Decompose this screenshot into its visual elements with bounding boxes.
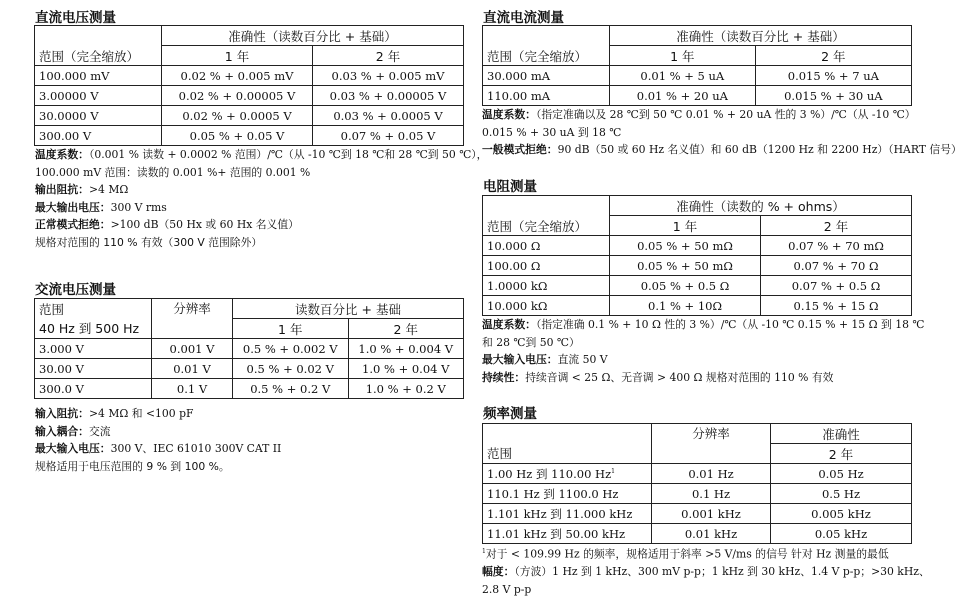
text: 持续音调 < 25 Ω、无音调 > 400 Ω 规格对范围的 110 % 有效 bbox=[525, 370, 834, 384]
value-cell: 0.05 % + 50 mΩ bbox=[610, 236, 761, 256]
label: 最大输入电压： bbox=[35, 442, 111, 455]
value-cell: 1.0 % + 0.004 V bbox=[348, 339, 464, 359]
text: 规格适用于电压范围的 9 % 到 100 %。 bbox=[35, 459, 230, 473]
dci-hdr-acc: 准确性（读数百分比 + 基础） bbox=[610, 26, 912, 46]
footnote-mark: 1 bbox=[482, 548, 486, 555]
dcv-hdr-acc: 准确性（读数百分比 + 基础） bbox=[162, 26, 464, 46]
freq-notes bbox=[482, 543, 930, 598]
text: 300 V rms bbox=[110, 200, 167, 214]
value-cell: 0.07 % + 0.05 V bbox=[313, 126, 464, 146]
value-cell: 0.02 % + 0.005 mV bbox=[162, 66, 313, 86]
range-cell: 300.00 V bbox=[35, 126, 162, 146]
value-cell: 0.5 % + 0.02 V bbox=[233, 359, 349, 379]
freq-hdr-res: 分辨率 bbox=[652, 424, 771, 464]
table-row bbox=[483, 276, 912, 296]
res-hdr-range: 范围（完全缩放） bbox=[483, 196, 610, 236]
label: 温度系数： bbox=[482, 108, 536, 121]
freq-hdr-y2: 2 年 bbox=[771, 444, 912, 464]
value-cell: 0.05 % + 0.05 V bbox=[162, 126, 313, 146]
value-cell: 1.0 % + 0.04 V bbox=[348, 359, 464, 379]
range-cell: 11.01 kHz 到 50.00 kHz bbox=[483, 524, 652, 544]
value-cell: 0.15 % + 15 Ω bbox=[761, 296, 912, 316]
value-cell: 0.07 % + 70 mΩ bbox=[761, 236, 912, 256]
value-cell: 0.01 V bbox=[152, 359, 233, 379]
value-cell: 0.1 Hz bbox=[652, 484, 771, 504]
range-cell bbox=[483, 464, 652, 484]
table-row bbox=[35, 126, 464, 146]
acv-table bbox=[34, 298, 464, 399]
range-cell: 30.00 V bbox=[35, 359, 152, 379]
range-cell: 3.00000 V bbox=[35, 86, 162, 106]
table-row bbox=[35, 339, 464, 359]
acv-hdr-range2: 40 Hz 到 500 Hz bbox=[35, 319, 152, 339]
text: （方波）1 Hz 到 1 kHz、300 mV p-p；1 kHz 到 30 kHz、1.4 V p-p；>30 kHz、 bbox=[514, 565, 930, 579]
value-cell: 0.05 % + 0.5 Ω bbox=[610, 276, 761, 296]
range-cell: 3.000 V bbox=[35, 339, 152, 359]
value-cell: 0.03 % + 0.0005 V bbox=[313, 106, 464, 126]
range-cell: 10.000 Ω bbox=[483, 236, 610, 256]
range-cell: 1.0000 kΩ bbox=[483, 276, 610, 296]
value-cell: 0.001 kHz bbox=[652, 504, 771, 524]
dcv-hdr-range: 范围（完全缩放） bbox=[35, 26, 162, 66]
value-cell: 0.01 % + 5 uA bbox=[610, 66, 756, 86]
value-cell: 0.01 Hz bbox=[652, 464, 771, 484]
table-row bbox=[483, 66, 912, 86]
table-row bbox=[483, 296, 912, 316]
value-cell: 0.07 % + 70 Ω bbox=[761, 256, 912, 276]
text: 0.015 % + 30 uA 到 18 ℃ bbox=[482, 125, 622, 139]
value-cell: 0.05 % + 50 mΩ bbox=[610, 256, 761, 276]
table-row bbox=[483, 504, 912, 524]
freq-title: 频率测量 bbox=[483, 406, 537, 422]
value-cell: 0.1 % + 10Ω bbox=[610, 296, 761, 316]
range-cell: 30.000 mA bbox=[483, 66, 610, 86]
value-cell: 0.01 kHz bbox=[652, 524, 771, 544]
value-cell: 0.005 kHz bbox=[771, 504, 912, 524]
text: （指定准确 0.1 % + 10 Ω 性的 3 %）/℃（从 -10 ℃ 0.15 % + 15 Ω 到 18 ℃ bbox=[535, 318, 925, 331]
table-row bbox=[483, 464, 912, 484]
acv-hdr-range: 范围 bbox=[35, 299, 152, 319]
label: 温度系数： bbox=[35, 148, 89, 161]
res-hdr-y1: 1 年 bbox=[610, 216, 761, 236]
label: 正常模式拒绝： bbox=[35, 218, 111, 231]
value-cell: 0.5 % + 0.002 V bbox=[233, 339, 349, 359]
acv-hdr-res: 分辨率 bbox=[152, 299, 233, 339]
acv-hdr-y2: 2 年 bbox=[348, 319, 464, 339]
range-cell: 300.0 V bbox=[35, 379, 152, 399]
dci-hdr-range: 范围（完全缩放） bbox=[483, 26, 610, 66]
dci-table bbox=[482, 25, 912, 106]
label: 最大输出电压： bbox=[35, 200, 111, 214]
value-cell: 0.001 V bbox=[152, 339, 233, 359]
footnote-mark: 1 bbox=[611, 467, 615, 475]
range-cell: 100.00 Ω bbox=[483, 256, 610, 276]
freq-hdr-acc: 准确性 bbox=[771, 424, 912, 444]
text: 300 V、IEC 61010 300V CAT II bbox=[110, 442, 282, 455]
table-row bbox=[483, 256, 912, 276]
value-cell: 0.03 % + 0.005 mV bbox=[313, 66, 464, 86]
text: >4 MΩ 和 <100 pF bbox=[88, 407, 194, 420]
value-cell: 0.07 % + 0.5 Ω bbox=[761, 276, 912, 296]
label: 输入耦合： bbox=[35, 424, 89, 438]
table-row bbox=[35, 86, 464, 106]
text: 和 28 ℃到 50 ℃） bbox=[482, 335, 580, 349]
res-table bbox=[482, 195, 912, 316]
value-cell: 1.0 % + 0.2 V bbox=[348, 379, 464, 399]
dcv-table bbox=[34, 25, 464, 146]
label: 温度系数： bbox=[482, 318, 536, 331]
acv-hdr-y1: 1 年 bbox=[233, 319, 349, 339]
table-row bbox=[35, 106, 464, 126]
table-row bbox=[483, 524, 912, 544]
table-row bbox=[483, 236, 912, 256]
table-row bbox=[35, 359, 464, 379]
value-cell: 0.015 % + 7 uA bbox=[755, 66, 911, 86]
text: >100 dB（50 Hx 或 60 Hx 名义值） bbox=[110, 218, 299, 231]
dcv-title: 直流电压测量 bbox=[35, 10, 116, 26]
value-cell: 0.03 % + 0.00005 V bbox=[313, 86, 464, 106]
res-hdr-acc: 准确性（读数的 % + ohms） bbox=[610, 196, 912, 216]
label: 一般模式拒绝： bbox=[482, 143, 558, 156]
value-cell: 0.02 % + 0.0005 V bbox=[162, 106, 313, 126]
label: 幅度： bbox=[482, 565, 515, 579]
text: >4 MΩ bbox=[88, 183, 129, 196]
res-title: 电阻测量 bbox=[483, 179, 537, 195]
dci-hdr-y2: 2 年 bbox=[755, 46, 911, 66]
label: 持续性： bbox=[482, 370, 526, 384]
value-cell: 0.02 % + 0.00005 V bbox=[162, 86, 313, 106]
dci-notes bbox=[482, 106, 962, 159]
acv-notes bbox=[35, 405, 281, 475]
range-cell: 100.000 mV bbox=[35, 66, 162, 86]
table-row bbox=[35, 66, 464, 86]
dci-title: 直流电流测量 bbox=[483, 10, 564, 26]
text: 90 dB（50 或 60 Hz 名义值）和 60 dB（1200 Hz 和 2200 Hz）（HART 信号） bbox=[557, 143, 962, 156]
label: 最大输入电压： bbox=[482, 353, 558, 366]
dci-hdr-y1: 1 年 bbox=[610, 46, 756, 66]
dcv-notes bbox=[35, 146, 487, 251]
text: （指定准确以及 28 ℃到 50 ℃ 0.01 % + 20 uA 性的 3 %）/℃（从 -10 ℃） bbox=[535, 108, 916, 121]
text: 对于 < 109.99 Hz 的频率，规格适用于斜率 >5 V/ms 的信号 针对 Hz 测量的最低 bbox=[485, 547, 889, 561]
value-cell: 0.01 % + 20 uA bbox=[610, 86, 756, 106]
range-cell: 1.101 kHz 到 11.000 kHz bbox=[483, 504, 652, 524]
range-cell: 110.1 Hz 到 1100.0 Hz bbox=[483, 484, 652, 504]
freq-hdr-range: 范围 bbox=[483, 444, 652, 464]
res-hdr-y2: 2 年 bbox=[761, 216, 912, 236]
value-cell: 0.05 Hz bbox=[771, 464, 912, 484]
acv-title: 交流电压测量 bbox=[35, 282, 116, 298]
text: 规格对范围的 110 % 有效（300 V 范围除外） bbox=[35, 235, 263, 249]
res-notes bbox=[482, 316, 924, 386]
label: 输入阻抗： bbox=[35, 407, 89, 420]
range-cell: 10.000 kΩ bbox=[483, 296, 610, 316]
text: 交流 bbox=[88, 424, 111, 438]
text: 2.8 V p-p bbox=[482, 582, 532, 596]
table-row bbox=[483, 86, 912, 106]
label: 输出阻抗： bbox=[35, 183, 89, 196]
acv-hdr-acc: 读数百分比 + 基础 bbox=[233, 299, 464, 319]
text: 100.000 mV 范围：读数的 0.001 %+ 范围的 0.001 % bbox=[35, 165, 311, 179]
table-row bbox=[483, 484, 912, 504]
value-cell: 0.015 % + 30 uA bbox=[755, 86, 911, 106]
table-row bbox=[35, 379, 464, 399]
range-text: 1.00 Hz 到 110.00 Hz bbox=[487, 466, 612, 481]
text: （0.001 % 读数 + 0.0002 % 范围）/℃（从 -10 ℃到 18 ℃和 28 ℃到 50 ℃）， bbox=[88, 148, 488, 161]
value-cell: 0.1 V bbox=[152, 379, 233, 399]
freq-table bbox=[482, 423, 912, 544]
value-cell: 0.05 kHz bbox=[771, 524, 912, 544]
value-cell: 0.5 Hz bbox=[771, 484, 912, 504]
dcv-hdr-y2: 2 年 bbox=[313, 46, 464, 66]
value-cell: 0.5 % + 0.2 V bbox=[233, 379, 349, 399]
range-cell: 30.0000 V bbox=[35, 106, 162, 126]
text: 直流 50 V bbox=[557, 353, 608, 366]
dcv-hdr-y1: 1 年 bbox=[162, 46, 313, 66]
range-cell: 110.00 mA bbox=[483, 86, 610, 106]
